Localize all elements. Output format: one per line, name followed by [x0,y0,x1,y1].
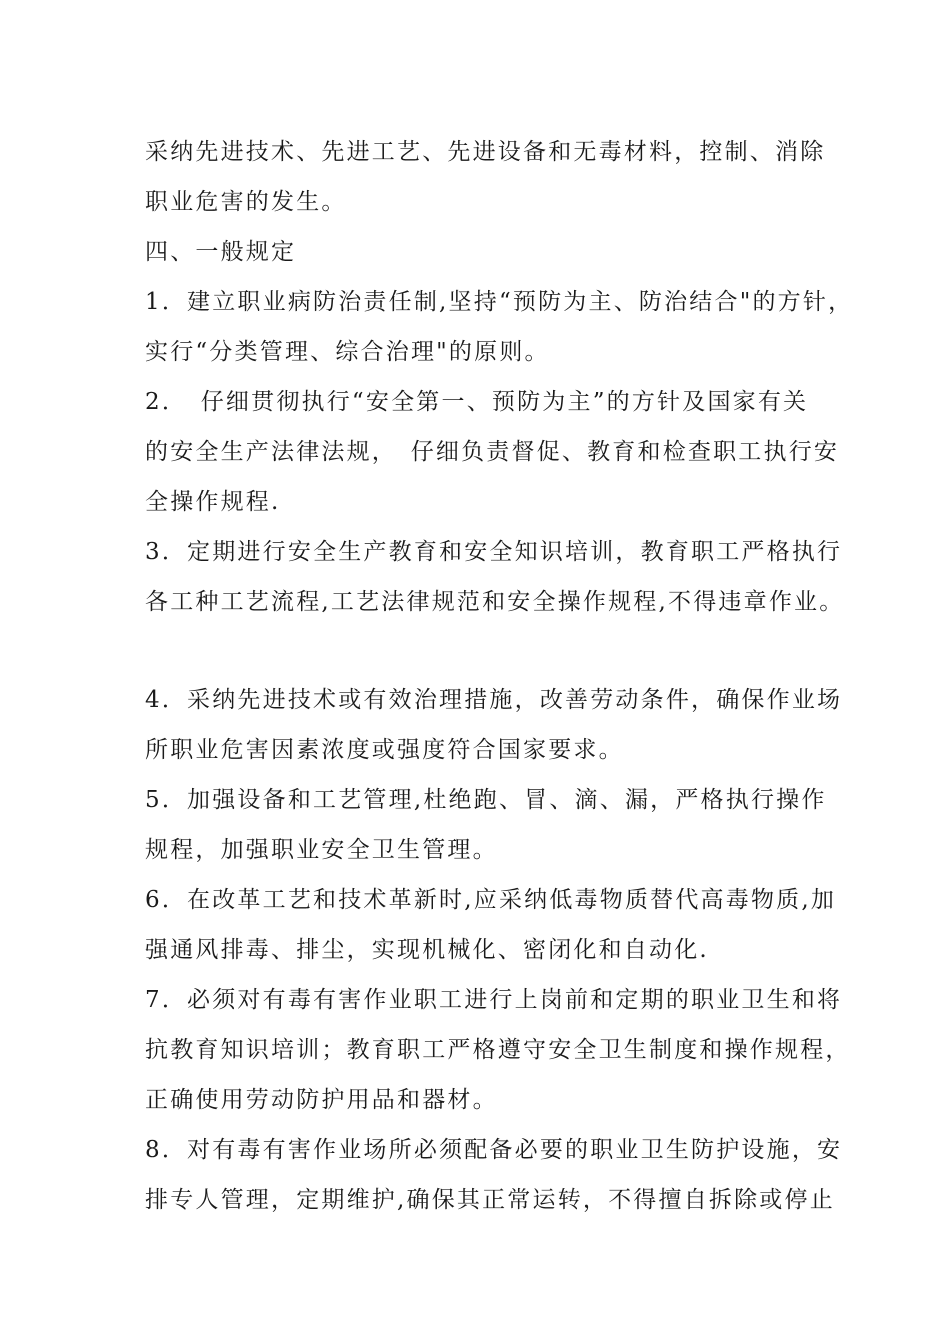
text-line: 规程，加强职业安全卫生管理。 [145,837,498,863]
text-line: 5．加强设备和工艺管理,杜绝跑、冒、滴、漏，严格执行操作 [145,787,827,813]
text-line: 的安全生产法律法规， 仔细负责督促、教育和检查职工执行安 [145,439,840,465]
text-line: 2． 仔细贯彻执行“安全第一、预防为主”的方针及国家有关 [145,389,809,415]
text-line: 各工种工艺流程,工艺法律规范和安全操作规程,不得违章作业。 [145,589,845,615]
text-line: 8．对有毒有害作业场所必须配备必要的职业卫生防护设施，安 [145,1137,843,1163]
section-heading: 四、一般规定 [145,239,297,265]
text-line: 全操作规程. [145,489,281,515]
text-line: 职业危害的发生。 [145,189,347,215]
text-line: 3．定期进行安全生产教育和安全知识培训，教育职工严格执行 [145,539,843,565]
text-line: 7．必须对有毒有害作业职工进行上岗前和定期的职业卫生和将 [145,987,843,1013]
text-line: 正确使用劳动防护用品和器材。 [145,1087,498,1113]
text-line: 排专人管理，定期维护,确保其正常运转，不得擅自拆除或停止 [145,1187,835,1213]
text-line: 强通风排毒、排尘，实现机械化、密闭化和自动化. [145,937,709,963]
text-line: 6．在改革工艺和技术革新时,应采纳低毒物质替代高毒物质,加 [145,887,837,913]
text-line: 所职业危害因素浓度或强度符合国家要求。 [145,737,624,763]
text-line: 采纳先进技术、先进工艺、先进设备和无毒材料，控制、消除 [145,139,826,165]
text-line: 1．建立职业病防治责任制,坚持“预防为主、防治结合"的方针， [145,289,854,315]
text-line: 4．采纳先进技术或有效治理措施，改善劳动条件，确保作业场 [145,687,843,713]
text-line: 抗教育知识培训；教育职工严格遵守安全卫生制度和操作规程， [145,1037,851,1063]
text-line: 实行“分类管理、综合治理"的原则。 [145,339,550,365]
